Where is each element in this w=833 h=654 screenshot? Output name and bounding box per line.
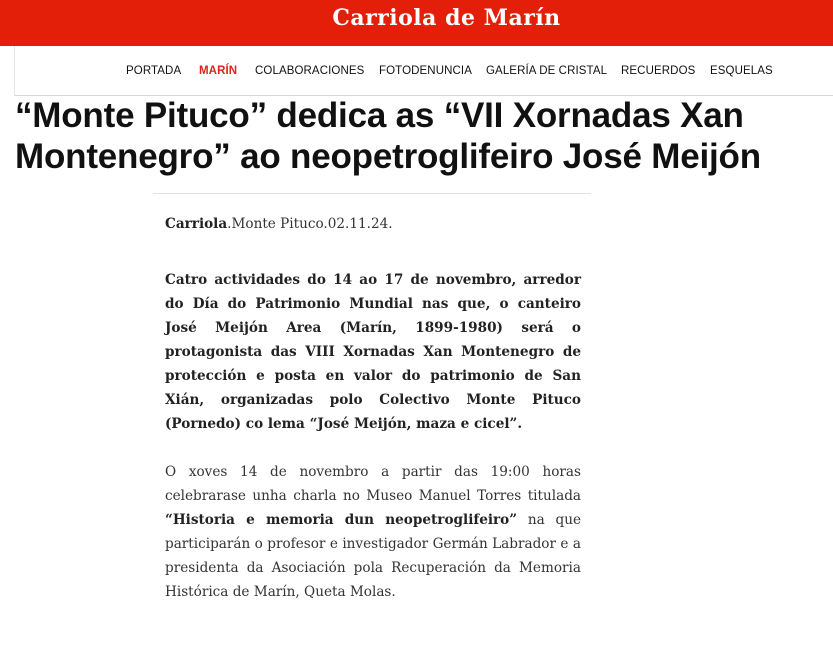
article-byline xyxy=(165,212,581,236)
article-body xyxy=(165,212,581,600)
title-divider xyxy=(153,193,591,194)
paragraph-text: na que participarán o profesor e investigador Germán Labrador e a presidenta da Asociación pola Recuperación da Memoria Histórica de Marín, Queta Molas. xyxy=(165,512,581,600)
nav-item-marin[interactable]: MARÍN xyxy=(199,65,238,77)
nav-item-fotodenuncia[interactable]: FOTODENUNCIA xyxy=(379,65,472,77)
article-paragraph xyxy=(165,460,581,604)
main-nav xyxy=(14,46,833,96)
nav-item-galeria-de-cristal[interactable]: GALERÍA DE CRISTAL xyxy=(486,65,608,77)
paragraph-text: O xoves 14 de novembro a partir das 19:00 horas celebrarase unha charla no Museo Manuel Torres titulada xyxy=(165,464,581,504)
paragraph-highlight: “Historia e memoria dun neopetroglifeiro” xyxy=(165,512,518,528)
byline-place-date: .Monte Pituco.02.11.24. xyxy=(227,216,393,232)
nav-item-colaboracions[interactable]: COLABORACIONES xyxy=(255,65,365,77)
article-title: “Monte Pituco” dedica as “VII Xornadas Xan Montenegro” ao neopetroglifeiro José Meijón xyxy=(15,96,761,176)
site-header xyxy=(0,0,833,46)
nav-item-esquelas[interactable]: ESQUELAS xyxy=(710,65,773,77)
byline-source: Carriola xyxy=(165,216,228,232)
article-lead: Catro actividades do 14 ao 17 de novembro, arredor do Día do Patrimonio Mundial nas que, o canteiro José Meijón Area (Marín, 1899-1980) será o protagonista das VIII Xornadas Xan Montenegro de protección e posta en valor do patrimonio de San Xián, organizadas polo Colectivo Monte Pituco (Pornedo) co lema “José Meijón, maza e cicel”. xyxy=(165,272,581,432)
nav-item-recuerdos[interactable]: RECUERDOS xyxy=(621,65,696,77)
nav-item-portada[interactable]: PORTADA xyxy=(126,65,182,77)
site-logo[interactable]: Carriola de Marín xyxy=(332,5,561,31)
